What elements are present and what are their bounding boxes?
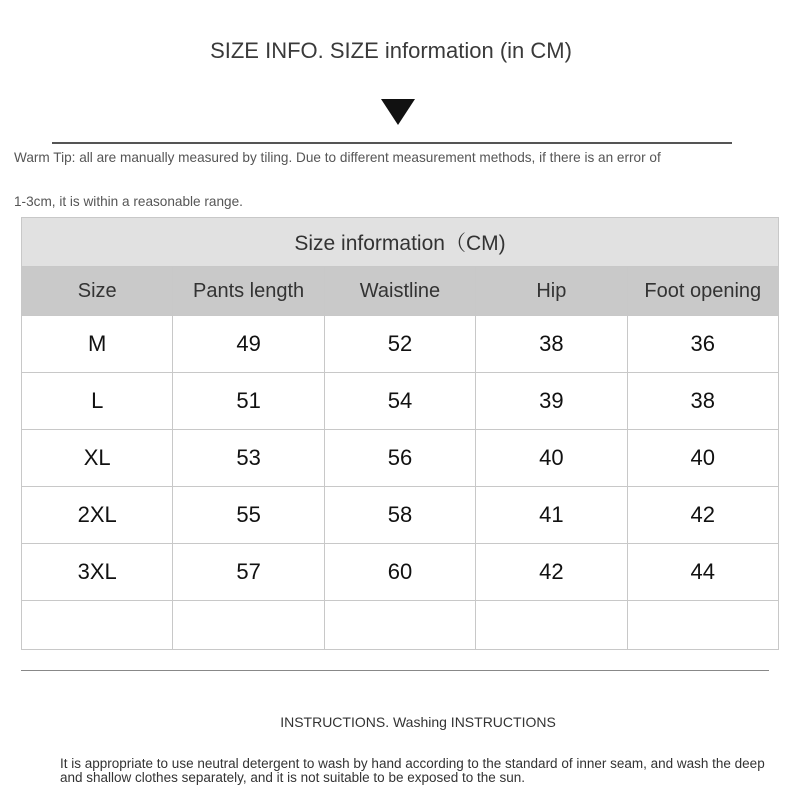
cell-pants-length: 51 bbox=[173, 373, 324, 430]
header-hip: Hip bbox=[476, 267, 627, 316]
table-row bbox=[22, 373, 779, 430]
down-arrow-icon bbox=[381, 99, 415, 125]
cell-foot-opening: 38 bbox=[627, 373, 778, 430]
table-header-row bbox=[22, 267, 779, 316]
size-table bbox=[21, 217, 779, 650]
header-pants-length: Pants length bbox=[173, 267, 324, 316]
table-row bbox=[22, 544, 779, 601]
page-heading: SIZE INFO. SIZE information (in CM) bbox=[210, 38, 572, 63]
cell-waistline: 54 bbox=[324, 373, 475, 430]
cell-foot-opening: 40 bbox=[627, 430, 778, 487]
empty-cell bbox=[324, 601, 475, 650]
cell-size: XL bbox=[22, 430, 173, 487]
table-row bbox=[22, 430, 779, 487]
cell-size: M bbox=[22, 316, 173, 373]
divider-bottom bbox=[21, 670, 769, 671]
cell-pants-length: 55 bbox=[173, 487, 324, 544]
empty-cell bbox=[627, 601, 778, 650]
cell-hip: 40 bbox=[476, 430, 627, 487]
cell-foot-opening: 44 bbox=[627, 544, 778, 601]
cell-pants-length: 57 bbox=[173, 544, 324, 601]
divider-top bbox=[52, 142, 732, 144]
table-row-empty bbox=[22, 601, 779, 650]
table-row bbox=[22, 316, 779, 373]
cell-pants-length: 53 bbox=[173, 430, 324, 487]
cell-waistline: 58 bbox=[324, 487, 475, 544]
cell-waistline: 56 bbox=[324, 430, 475, 487]
empty-cell bbox=[173, 601, 324, 650]
instructions-title: INSTRUCTIONS. Washing INSTRUCTIONS bbox=[280, 714, 556, 730]
header-size: Size bbox=[22, 267, 173, 316]
cell-hip: 42 bbox=[476, 544, 627, 601]
cell-waistline: 52 bbox=[324, 316, 475, 373]
cell-foot-opening: 42 bbox=[627, 487, 778, 544]
table-title: Size information（CM) bbox=[22, 218, 779, 267]
cell-size: 3XL bbox=[22, 544, 173, 601]
table-row bbox=[22, 487, 779, 544]
instructions-body: It is appropriate to use neutral detergent to wash by hand according to the standard of inner seam, and wash the deep and shallow clothes separately, and it is not suitable to be exposed to the sun. bbox=[60, 756, 765, 785]
cell-size: 2XL bbox=[22, 487, 173, 544]
cell-hip: 39 bbox=[476, 373, 627, 430]
cell-foot-opening: 36 bbox=[627, 316, 778, 373]
warm-tip-line-2: 1-3cm, it is within a reasonable range. bbox=[14, 194, 243, 209]
header-waistline: Waistline bbox=[324, 267, 475, 316]
empty-cell bbox=[476, 601, 627, 650]
header-foot-opening: Foot opening bbox=[627, 267, 778, 316]
cell-waistline: 60 bbox=[324, 544, 475, 601]
cell-hip: 38 bbox=[476, 316, 627, 373]
cell-pants-length: 49 bbox=[173, 316, 324, 373]
cell-size: L bbox=[22, 373, 173, 430]
cell-hip: 41 bbox=[476, 487, 627, 544]
warm-tip-line-1: Warm Tip: all are manually measured by tiling. Due to different measurement methods, if there is an error of bbox=[14, 150, 661, 165]
empty-cell bbox=[22, 601, 173, 650]
